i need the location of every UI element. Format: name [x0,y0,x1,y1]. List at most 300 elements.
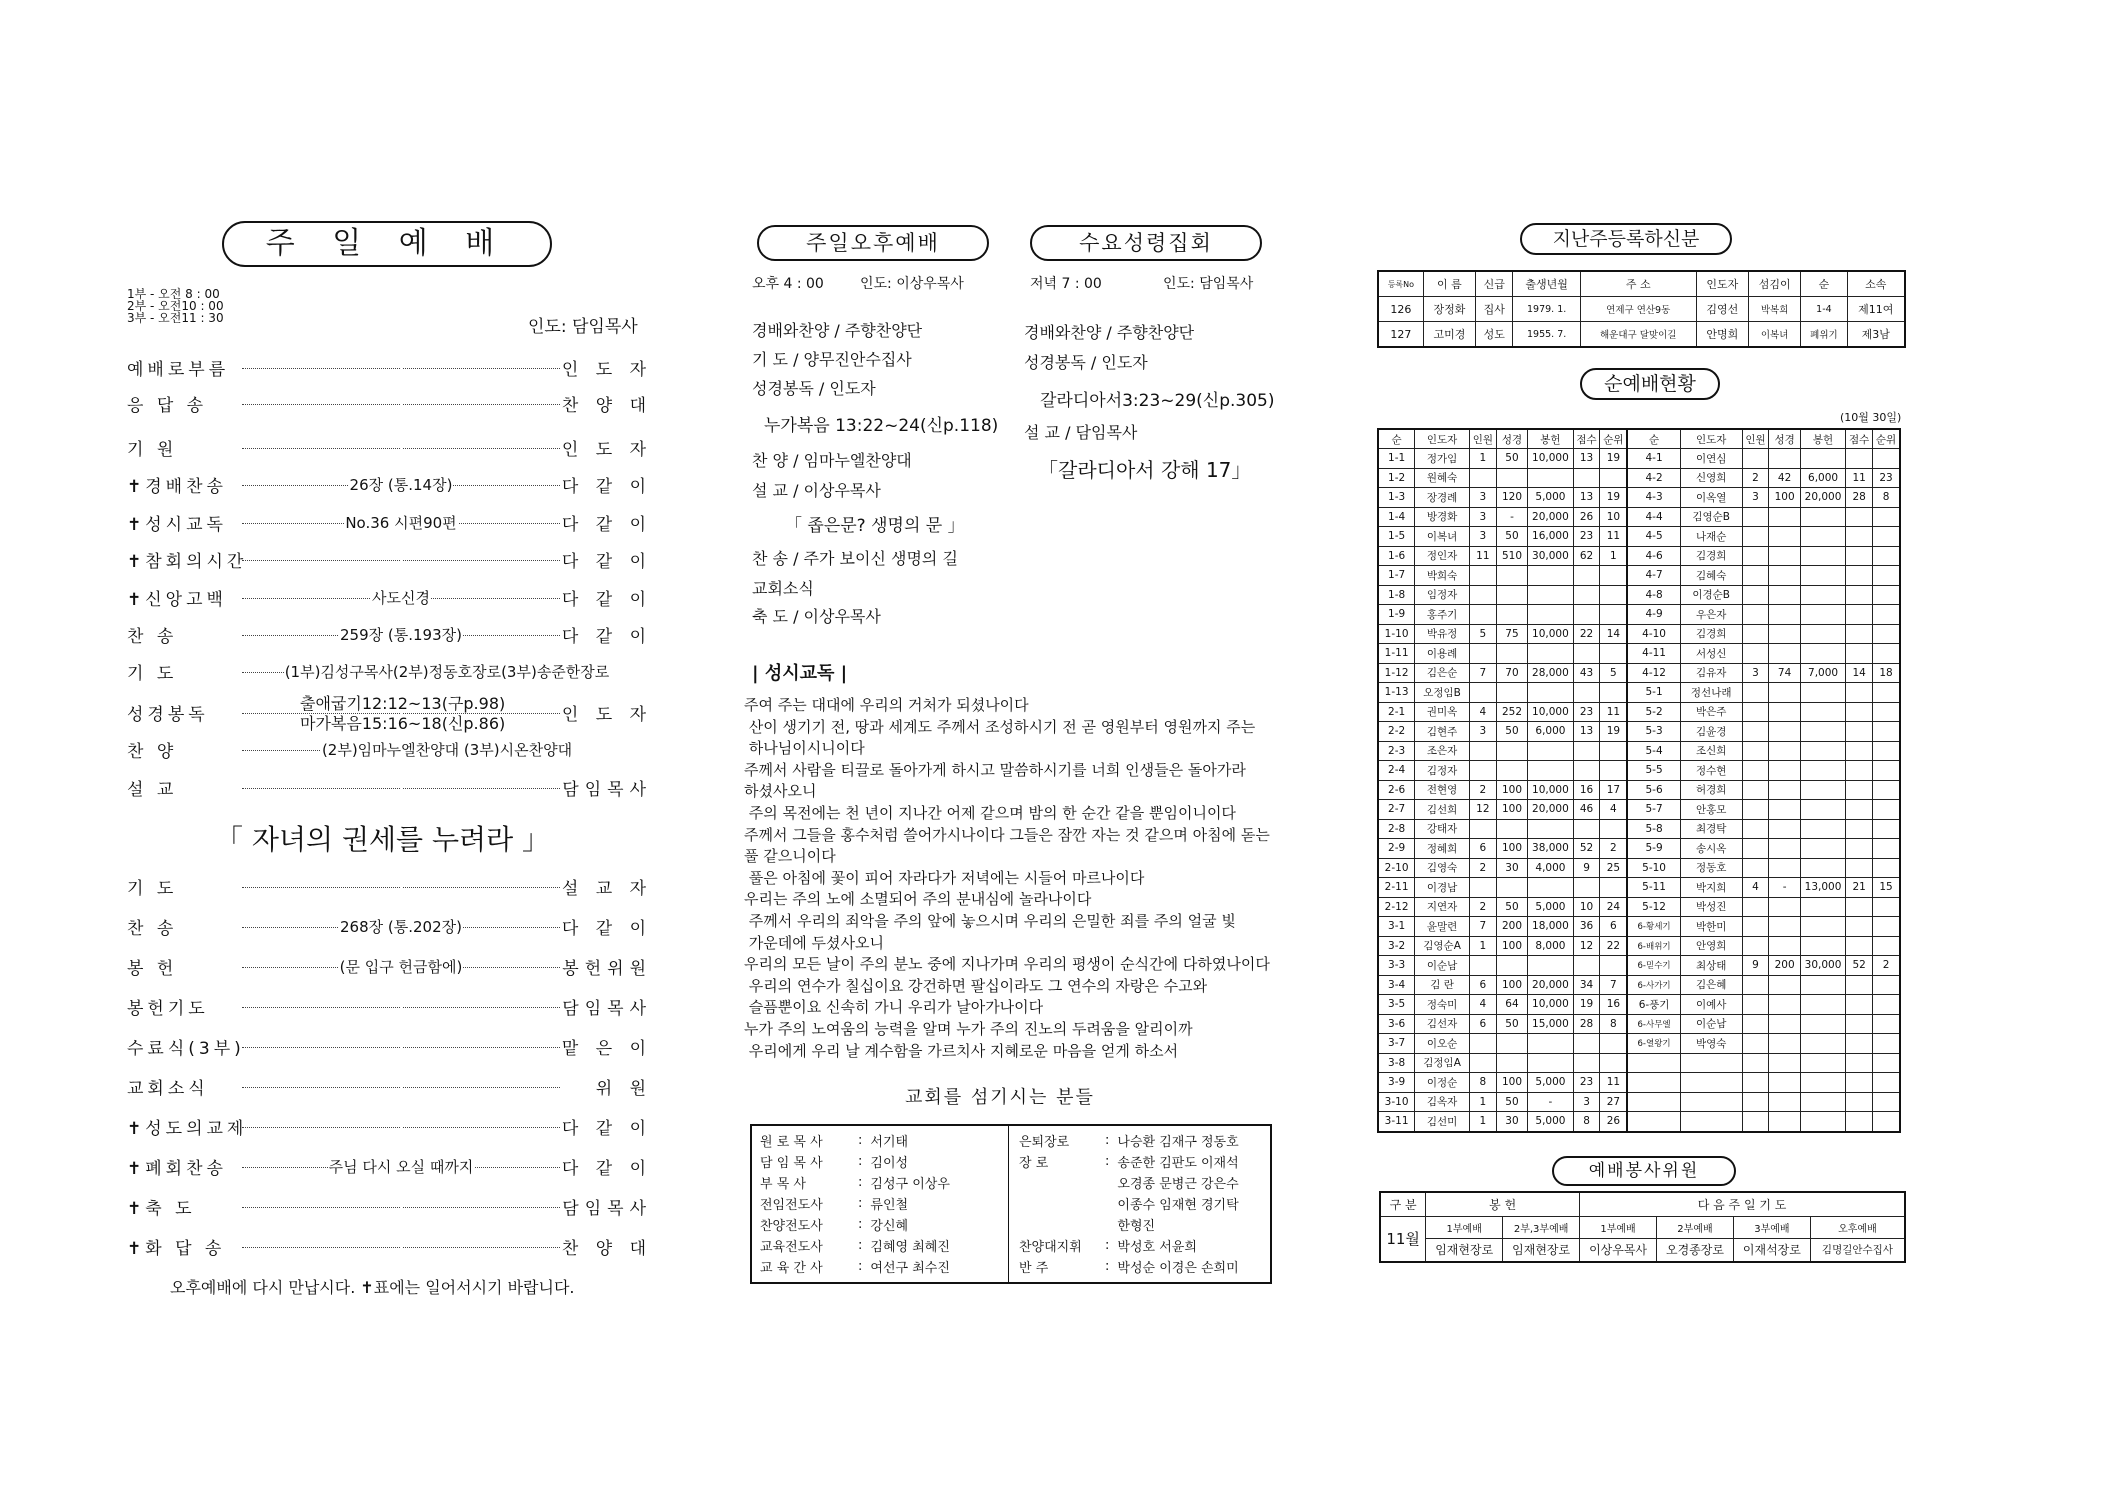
service-h-offering: 봉 헌 [1426,1192,1580,1216]
cell-value [1873,917,1900,937]
cell-header-cell: 순위 [1600,429,1627,449]
cell-value: 3-9 [1378,1073,1415,1093]
cell-value: 박지희 [1680,878,1742,898]
table-row [1378,644,1900,664]
cell-value [1742,449,1769,469]
officer-names: 나승환 김재구 정동호 [1117,1135,1239,1150]
cell-value: 16 [1600,995,1627,1015]
service-table [1379,1191,1906,1263]
cell-value: 1-8 [1378,585,1415,605]
cell-value [1800,1073,1845,1093]
cell-value [1800,761,1845,781]
cell-value [1528,819,1573,839]
newcomers-header-cell: 신급 [1476,271,1513,297]
cell-value [1846,507,1873,527]
table-row [1378,761,1900,781]
cell-value [1528,585,1573,605]
cell-value: 3-7 [1378,1034,1415,1054]
cell-value [1769,1053,1800,1073]
cell-value: 23 [1873,468,1900,488]
cell-value: 8 [1573,1112,1600,1132]
cell-value: 3-3 [1378,956,1415,976]
cell-value [1769,780,1800,800]
newcomers-cell: 성도 [1476,322,1513,348]
cell-value [1873,644,1900,664]
order-detail [242,661,652,682]
cell-value: 5 [1600,663,1627,683]
order-detail-text [400,777,402,795]
cell-value: 김혜숙 [1680,566,1742,586]
cell-value: 1 [1469,1092,1496,1112]
cell-value [1800,917,1845,937]
cell-value [1573,585,1600,605]
cell-value [1742,917,1769,937]
cell-value [1769,858,1800,878]
cell-value: 50 [1496,722,1527,742]
cell-value: 신영희 [1680,468,1742,488]
cell-value [1469,468,1496,488]
table-row [1378,468,1900,488]
officer-role [1015,1214,1101,1235]
cell-value [1846,566,1873,586]
officer-row [1015,1193,1243,1214]
cell-value: 정인자 [1415,546,1470,566]
reading-line: 우리의 연수가 칠십이요 강건하면 팔십이라도 그 연수의 자랑은 수고와 [744,976,1208,995]
newcomers-cell: 127 [1378,322,1423,348]
officer-row [1015,1172,1243,1193]
cell-value: 1 [1600,546,1627,566]
officer-row [756,1235,954,1256]
cell-value: 권미옥 [1415,702,1470,722]
order-detail-text [400,1196,402,1214]
cell-value: 20,000 [1528,975,1573,995]
cell-value [1800,1092,1845,1112]
cell-value [1469,605,1496,625]
cell-value: 50 [1496,1092,1527,1112]
service-h-category: 구 분 [1380,1192,1426,1216]
order-detail-text: 268장 (통.202장) [340,918,462,936]
order-label: 기 원 [127,440,178,460]
cell-value: 10,000 [1528,780,1573,800]
afternoon-line: 성경봉독 / 인도자 [752,379,876,398]
cell-value: 30 [1496,858,1527,878]
order-responsible: 위 원 [595,1079,652,1099]
reading-line: 풀은 아침에 꽃이 피어 자라다가 저녁에는 시들어 마르나이다 [744,868,1145,887]
table-row [1378,1034,1900,1054]
cell-value: 1-6 [1378,546,1415,566]
cell-value [1873,585,1900,605]
cell-value: 28 [1573,1014,1600,1034]
cell-value [1846,644,1873,664]
table-row [1378,546,1900,566]
cell-value [1769,1092,1800,1112]
cell-value [1800,722,1845,742]
cell-value: 김영순B [1680,507,1742,527]
reading-line: 산이 생기기 전, 땅과 세계도 주께서 조성하시기 전 곧 영원부터 영원까지 주는 [744,717,1256,736]
cell-value: 4-11 [1627,644,1680,664]
order-label: ✝폐회찬송 [127,1159,227,1179]
cell-value [1742,546,1769,566]
cell-value: 20,000 [1528,800,1573,820]
cell-value: 6-황세기 [1627,917,1680,937]
cell-value: 1-7 [1378,566,1415,586]
cell-value: 16 [1573,780,1600,800]
order-detail [242,587,560,608]
wednesday-leader: 인도: 담임목사 [1163,276,1254,292]
scripture-1: 출애굽기12:12~13(구p.98) [300,694,506,713]
table-row [1378,322,1905,348]
cell-header-cell: 인도자 [1415,429,1470,449]
officer-names: 김혜영 최혜진 [870,1240,950,1255]
cell-value: 정수현 [1680,761,1742,781]
order-label: 찬 송 [127,627,178,647]
cell-value: 15 [1873,878,1900,898]
cell-value: 이복녀 [1415,527,1470,547]
cell-value: 정혜희 [1415,839,1470,859]
cell-value: 김은순 [1415,663,1470,683]
order-row [127,355,652,381]
officer-names: 김이성 [870,1156,909,1171]
order-row [127,435,652,461]
reading-line: 주의 목전에는 천 년이 지나간 어제 같으며 밤의 한 순간 같을 뿐임이니이다 [744,803,1236,822]
cell-value: 2-1 [1378,702,1415,722]
cell-value: 임정자 [1415,585,1470,605]
cell-value: 5-6 [1627,780,1680,800]
officer-row [1015,1235,1243,1256]
cell-value: 3 [1469,507,1496,527]
cell-value: 11 [1600,527,1627,547]
newcomers-cell: 고미경 [1423,322,1475,348]
order-label: 봉헌기도 [127,999,209,1019]
cell-value: 2 [1873,956,1900,976]
order-responsible: 인 도 자 [561,705,652,725]
cell-value [1846,761,1873,781]
newcomers-header-cell: 출생년월 [1513,271,1580,297]
cell-value [1600,956,1627,976]
cell-value [1742,1092,1769,1112]
cell-value: 2-10 [1378,858,1415,878]
cell-value [1846,605,1873,625]
table-row [1378,624,1900,644]
cell-value: 4-3 [1627,488,1680,508]
order-detail [242,1196,560,1214]
newcomers-header-cell: 인도자 [1696,271,1748,297]
order-responsible: 다 같 이 [561,1119,652,1139]
cell-value [1800,449,1845,469]
cell-value: 12 [1573,936,1600,956]
cell-value: 이오순 [1415,1034,1470,1054]
cell-value: 14 [1846,663,1873,683]
cell-value: 3-5 [1378,995,1415,1015]
cell-value [1873,897,1900,917]
order-label: ✝신앙고백 [127,590,227,610]
cell-value: 김 란 [1415,975,1470,995]
cell-value [1469,1034,1496,1054]
cell-value [1800,819,1845,839]
wednesday-line: 경배와찬양 / 주향찬양단 [1024,323,1195,342]
cell-header-cell: 봉헌 [1800,429,1845,449]
cell-value [1627,1112,1680,1132]
afternoon-line: 교회소식 [752,579,814,598]
cell-value: 6 [1469,975,1496,995]
cell-date: (10월 30일) [1840,411,1902,424]
cell-value: 박은주 [1680,702,1742,722]
cell-value: 김영숙 [1415,858,1470,878]
cell-value: 3-1 [1378,917,1415,937]
cell-value [1742,897,1769,917]
service-value: 이재석장로 [1733,1238,1810,1262]
table-row [1378,605,1900,625]
afternoon-line: 경배와찬양 / 주향찬양단 [752,321,923,340]
order-responsible: 담임목사 [562,780,652,800]
newcomers-cell: 박복희 [1748,297,1800,322]
cell-value [1769,585,1800,605]
order-responsible: 설 교 자 [561,879,652,899]
cell-value: 김정자 [1415,761,1470,781]
cell-value: 장경례 [1415,488,1470,508]
wednesday-scripture: 갈라디아서3:23~29(신p.305) [1040,391,1275,411]
cell-value: 윤말련 [1415,917,1470,937]
cell-value [1846,800,1873,820]
officer-row [1015,1214,1243,1235]
cell-value [1800,585,1845,605]
officers-right [1015,1130,1243,1277]
cell-value: 이경순B [1680,585,1742,605]
cell-value: 3-10 [1378,1092,1415,1112]
order-row [127,659,652,685]
table-row [1378,1053,1900,1073]
cell-value: 19 [1600,722,1627,742]
cell-value: 6,000 [1800,468,1845,488]
cell-value: 2 [1469,858,1496,878]
cell-value [1846,722,1873,742]
cell-value: 5-5 [1627,761,1680,781]
cell-value: 120 [1496,488,1527,508]
cell-value [1800,780,1845,800]
order-row [127,1234,652,1260]
afternoon-line: 축 도 / 이상우목사 [752,607,881,626]
newcomers-header [1378,271,1905,297]
colon: : [1105,1259,1110,1274]
cell-value [1873,780,1900,800]
cell-value [1496,761,1527,781]
order-label: 성경봉독 [127,705,209,725]
cell-value: 정숙미 [1415,995,1470,1015]
officer-names: 송준한 김판도 이재석 [1117,1156,1239,1171]
officer-names: 서기태 [870,1135,909,1150]
order-row [127,1154,652,1180]
cell-value [1528,605,1573,625]
cell-value: 김영순A [1415,936,1470,956]
cell-value [1846,936,1873,956]
cell-value: 10 [1600,507,1627,527]
cell-value [1742,839,1769,859]
cell-value: 이순남 [1415,956,1470,976]
cell-title: 순예배현황 [1580,368,1720,400]
cell-value [1846,624,1873,644]
cell-value [1846,839,1873,859]
cell-value [1769,449,1800,469]
cell-value [1627,1092,1680,1112]
cell-value: 20,000 [1800,488,1845,508]
cell-value [1769,819,1800,839]
officer-row [756,1193,954,1214]
cell-value: 4 [1469,702,1496,722]
officer-row [756,1172,954,1193]
service-value: 임재현장로 [1426,1238,1503,1262]
cell-value: 4 [1600,800,1627,820]
afternoon-line: 기 도 / 양무진안수집사 [752,350,912,369]
officer-names: 이종수 임재현 경기탁 [1117,1198,1239,1213]
reading-line: 하나님이시니이다 [744,739,865,758]
cell-value: 12 [1469,800,1496,820]
order-detail [242,876,560,894]
cell-header-cell: 순위 [1873,429,1900,449]
cell-value: 2 [1600,839,1627,859]
cell-value: 100 [1769,488,1800,508]
cell-value [1528,1053,1573,1073]
cell-value: 16,000 [1528,527,1573,547]
cell-value: 이예사 [1680,995,1742,1015]
cell-value [1873,858,1900,878]
cell-value [1873,995,1900,1015]
cell-header-cell: 순 [1378,429,1415,449]
cell-value [1528,741,1573,761]
cell-value: 3 [1469,488,1496,508]
officer-names: 강신혜 [870,1219,909,1234]
cell-value [1873,975,1900,995]
reading-line: 풀 같으니이다 [744,847,836,866]
order-detail [242,624,560,645]
cell-value: 6 [1600,917,1627,937]
cell-value: 4-12 [1627,663,1680,683]
cell-value: 36 [1573,917,1600,937]
cell-value: 5-3 [1627,722,1680,742]
table-row [1378,297,1905,322]
newcomers-table [1377,270,1906,348]
cell-value: 최상태 [1680,956,1742,976]
cell-value: 11 [1469,546,1496,566]
cell-value: 김윤경 [1680,722,1742,742]
cell-value: 5,000 [1528,897,1573,917]
cell-value [1800,605,1845,625]
cell-value: 6-열왕기 [1627,1034,1680,1054]
cell-value: 25 [1600,858,1627,878]
newcomers-cell: 제3남 [1847,322,1905,348]
cell-value: 2-2 [1378,722,1415,742]
cell-value [1800,507,1845,527]
service-value: 임재현장로 [1503,1238,1580,1262]
cell-header-cell: 인원 [1742,429,1769,449]
order-detail-text: 사도신경 [372,589,430,607]
cell-value [1873,624,1900,644]
cell-value [1469,1053,1496,1073]
order-detail-text [400,996,402,1014]
newcomers-cell: 집사 [1476,297,1513,322]
cell-value: 6-풍기 [1627,995,1680,1015]
order-detail [242,956,560,977]
main-leader: 인도: 담임목사 [528,317,638,337]
cell-value: 3-11 [1378,1112,1415,1132]
cell-value [1742,1053,1769,1073]
order-label: 응 답 송 [127,396,208,416]
time-2: 2부 - 오전10 : 00 [127,299,224,313]
cell-value [1496,741,1527,761]
cell-value [1873,1034,1900,1054]
sermon-title: 「 자녀의 권세를 누려라 」 [215,823,551,856]
cell-value [1846,975,1873,995]
cell-value [1769,995,1800,1015]
service-title: 예배봉사위원 [1552,1156,1736,1186]
cell-value [1742,585,1769,605]
cell-value: 4-10 [1627,624,1680,644]
cell-value [1469,819,1496,839]
table-row [1378,917,1900,937]
cell-value [1873,741,1900,761]
newcomers-cell: 김영선 [1696,297,1748,322]
cell-value: 10 [1573,897,1600,917]
cell-value [1469,644,1496,664]
order-responsible: 다 같 이 [561,515,652,535]
table-row [1378,897,1900,917]
cell-value: - [1528,1092,1573,1112]
cell-value [1528,683,1573,703]
cell-value: 10,000 [1528,624,1573,644]
cell-value [1742,975,1769,995]
cell-value: 1-9 [1378,605,1415,625]
order-detail [242,512,560,533]
cell-value: 7 [1469,663,1496,683]
newcomers-cell: 이복녀 [1748,322,1800,348]
cell-value: 510 [1496,546,1527,566]
order-label: 예배로부름 [127,360,230,380]
order-row [127,954,652,980]
cell-value [1800,546,1845,566]
cell-value: 10,000 [1528,995,1573,1015]
table-row [1378,956,1900,976]
table-row [1378,488,1900,508]
table-row [1378,585,1900,605]
cell-value [1800,702,1845,722]
cell-value [1600,741,1627,761]
cell-value [1873,936,1900,956]
cell-value: 14 [1600,624,1627,644]
cell-value: 이경남 [1415,878,1470,898]
cell-value [1496,1053,1527,1073]
colon: : [858,1196,863,1211]
newcomers-header-cell: 등록No [1378,271,1423,297]
cell-value: - [1769,878,1800,898]
cell-value [1769,1014,1800,1034]
table-row [1378,663,1900,683]
cell-value: 30,000 [1800,956,1845,976]
service-sub: 2부예배 [1657,1216,1734,1238]
cell-value [1846,527,1873,547]
newcomers-cell: 제11여 [1847,297,1905,322]
table-row [1378,741,1900,761]
reading-line: 주께서 그들을 홍수처럼 쓸어가시나이다 그들은 잠깐 자는 것 같으며 아침에 돋는 [744,825,1270,844]
cell-value [1742,936,1769,956]
cell-value [1873,702,1900,722]
order-detail [242,1116,560,1134]
cell-value: 100 [1496,780,1527,800]
cell-value: 박희숙 [1415,566,1470,586]
cell-value [1600,585,1627,605]
order-detail-text: (1부)김성구목사(2부)정동호장로(3부)송준한장로 [284,663,610,681]
cell-value [1846,1014,1873,1034]
cell-value [1742,1034,1769,1054]
cell-value: 4 [1742,878,1769,898]
